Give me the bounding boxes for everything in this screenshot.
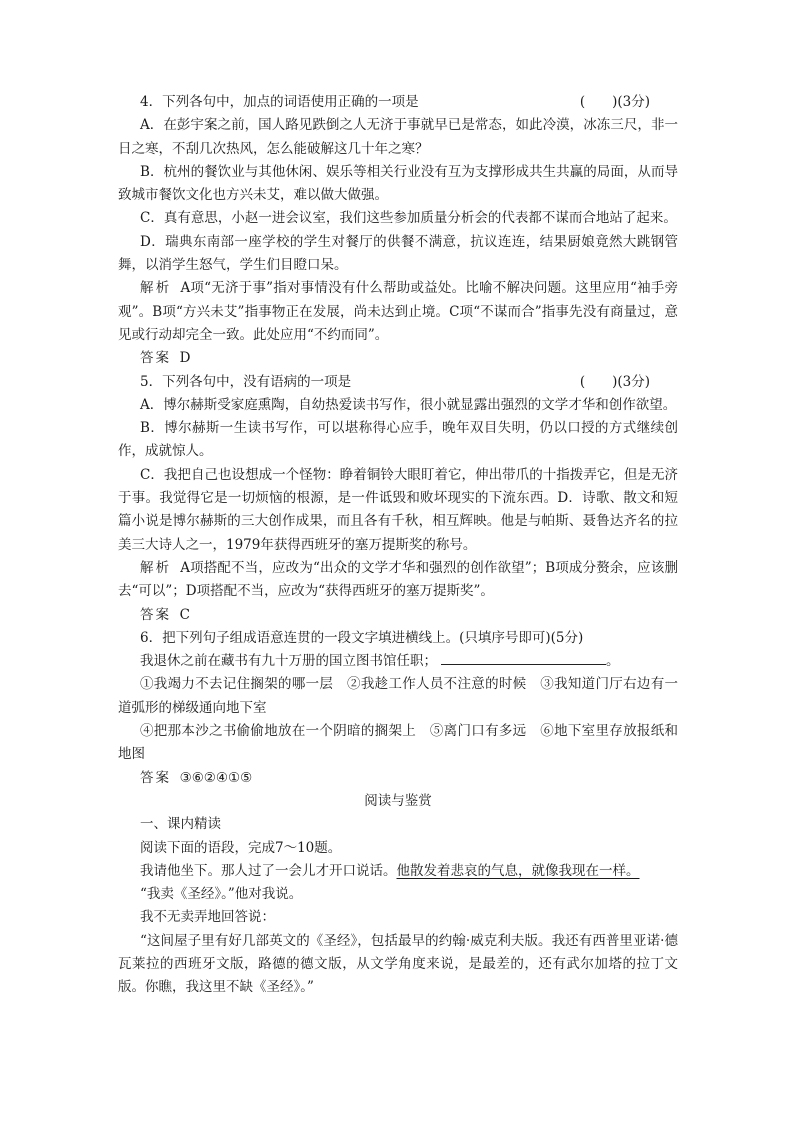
reading-line-2: “我卖《圣经》。”他对我说。 — [140, 886, 303, 903]
question-5-option-c: C．我把自己也设想成一个怪物：睁着铜铃大眼盯着它，伸出带爪的十指拨弄它，但是无济于事。我觉得它是一切烦恼的根源，是一件诋毁和败坏现实的下流东西。D．诗歌、散文和短篇小说是博尔赫斯的三大创作成果，而且各有千秋，相互辉映。他是与帕斯、聂鲁达齐名的拉美三大诗人之一，1979年获得西班牙的塞万提斯奖的称号。 — [118, 466, 678, 553]
answer-label: 答案 — [140, 606, 171, 623]
answer-label: 答案 — [140, 769, 171, 786]
reading-line-1 — [118, 860, 678, 883]
answer-label: 答案 — [140, 350, 171, 367]
answer-value: ③⑥②④①⑤ — [179, 769, 253, 786]
answer-value: C — [179, 606, 190, 623]
question-4-option-c: C．真有意思，小赵一进会议室，我们这些参加质量分析会的代表都不谋而合地站了起来。 — [140, 210, 677, 227]
question-5-mark: ( )(3分) — [579, 373, 650, 390]
question-6-lead-text: 我退休之前在藏书有九十万册的国立图书馆任职； — [140, 653, 437, 670]
answer-value: D — [179, 350, 191, 367]
answer-blank — [441, 650, 606, 665]
question-4-option-a: A．在彭宇案之前，国人路见跌倒之人无济于事就早已是常态，如此冷漠，冰冻三尺，非一日之寒，不刮几次热风，怎么能破解这几十年之寒？ — [118, 117, 678, 157]
question-6-options-1: ①我竭力不去记住搁架的哪一层 ②我趁工作人员不注意的时候 ③我知道门厅右边有一道弧形的梯级通向地下室 — [118, 676, 678, 716]
question-4-mark: ( )(3分) — [579, 94, 650, 110]
question-6-lead — [118, 650, 678, 673]
document-content — [118, 91, 678, 1000]
question-4-stem: 4．下列各句中，加点的词语使用正确的一项是 — [140, 94, 419, 110]
question-4-answer — [118, 347, 678, 370]
reading-line-1-plain: 我请他坐下。那人过了一会儿才开口说话。 — [140, 862, 397, 879]
reading-heading: 一、课内精读 — [140, 816, 221, 833]
question-5-stem: 5．下列各句中，没有语病的一项是 — [140, 373, 352, 390]
question-5-option-b: B．博尔赫斯一生读书写作，可以堪称得心应手，晚年双目失明，仍以口授的方式继续创作，成就惊人。 — [118, 420, 678, 460]
analysis-label: 解析 — [140, 280, 172, 297]
question-4-option-b: B．杭州的餐饮业与其他休闲、娱乐等相关行业没有互为支撑形成共生共赢的局面，从而导致城市餐饮文化也方兴未艾，难以做大做强。 — [118, 163, 678, 204]
question-6-stem: 6．把下列句子组成语意连贯的一段文字填进横线上。(只填序号即可)(5分) — [140, 629, 584, 646]
question-5-stem-row — [118, 371, 678, 394]
reading-line-4: “这间屋子里有好几部英文的《圣经》，包括最早的约翰·威克利夫版。我还有西普里亚诺·德瓦莱拉的西班牙文版，路德的德文版，从文学角度来说，是最差的，还有武尔加塔的拉丁文版。你瞧，我这里不缺《圣经》。” — [118, 932, 678, 996]
underlined-sentence: 他散发着悲哀的气息，就像我现在一样。 — [396, 862, 640, 879]
question-4-stem-row — [118, 91, 678, 114]
question-4-analysis — [118, 277, 678, 347]
reading-line-3: 我不无卖弄地回答说： — [140, 909, 275, 926]
question-5-analysis — [118, 557, 678, 604]
question-6-lead-end: 。 — [606, 653, 620, 670]
question-6-options-2: ④把那本沙之书偷偷地放在一个阴暗的搁架上 ⑤离门口有多远 ⑥地下室里存放报纸和地图 — [118, 723, 678, 763]
question-6-answer — [118, 767, 678, 790]
section-title: 阅读与鉴赏 — [364, 792, 432, 809]
analysis-label: 解析 — [140, 559, 172, 576]
reading-instruction: 阅读下面的语段，完成7～10题。 — [140, 839, 342, 856]
question-4-option-d: D．瑞典东南部一座学校的学生对餐厅的供餐不满意，抗议连连，结果厨娘竟然大跳钢管舞，以消学生怒气，学生们目瞪口呆。 — [118, 233, 678, 274]
question-5-option-a: A．博尔赫斯受家庭熏陶，自幼热爱读书写作，很小就显露出强烈的文学才华和创作欲望。 — [140, 396, 677, 413]
analysis-text: A项搭配不当，应改为“出众的文学才华和强烈的创作欲望”；B项成分赘余，应该删去“可以”；D项搭配不当，应改为“获得西班牙的塞万提斯奖”。 — [118, 559, 678, 600]
analysis-text: A项“无济于事”指对事情没有什么帮助或益处。比喻不解决问题。这里应用“袖手旁观”。B项“方兴未艾”指事物正在发展，尚未达到止境。C项“不谋而合”指事先没有商量过，意见或行动却完全一致。此处应用“不约而同”。 — [118, 280, 679, 343]
question-5-answer — [118, 604, 678, 627]
